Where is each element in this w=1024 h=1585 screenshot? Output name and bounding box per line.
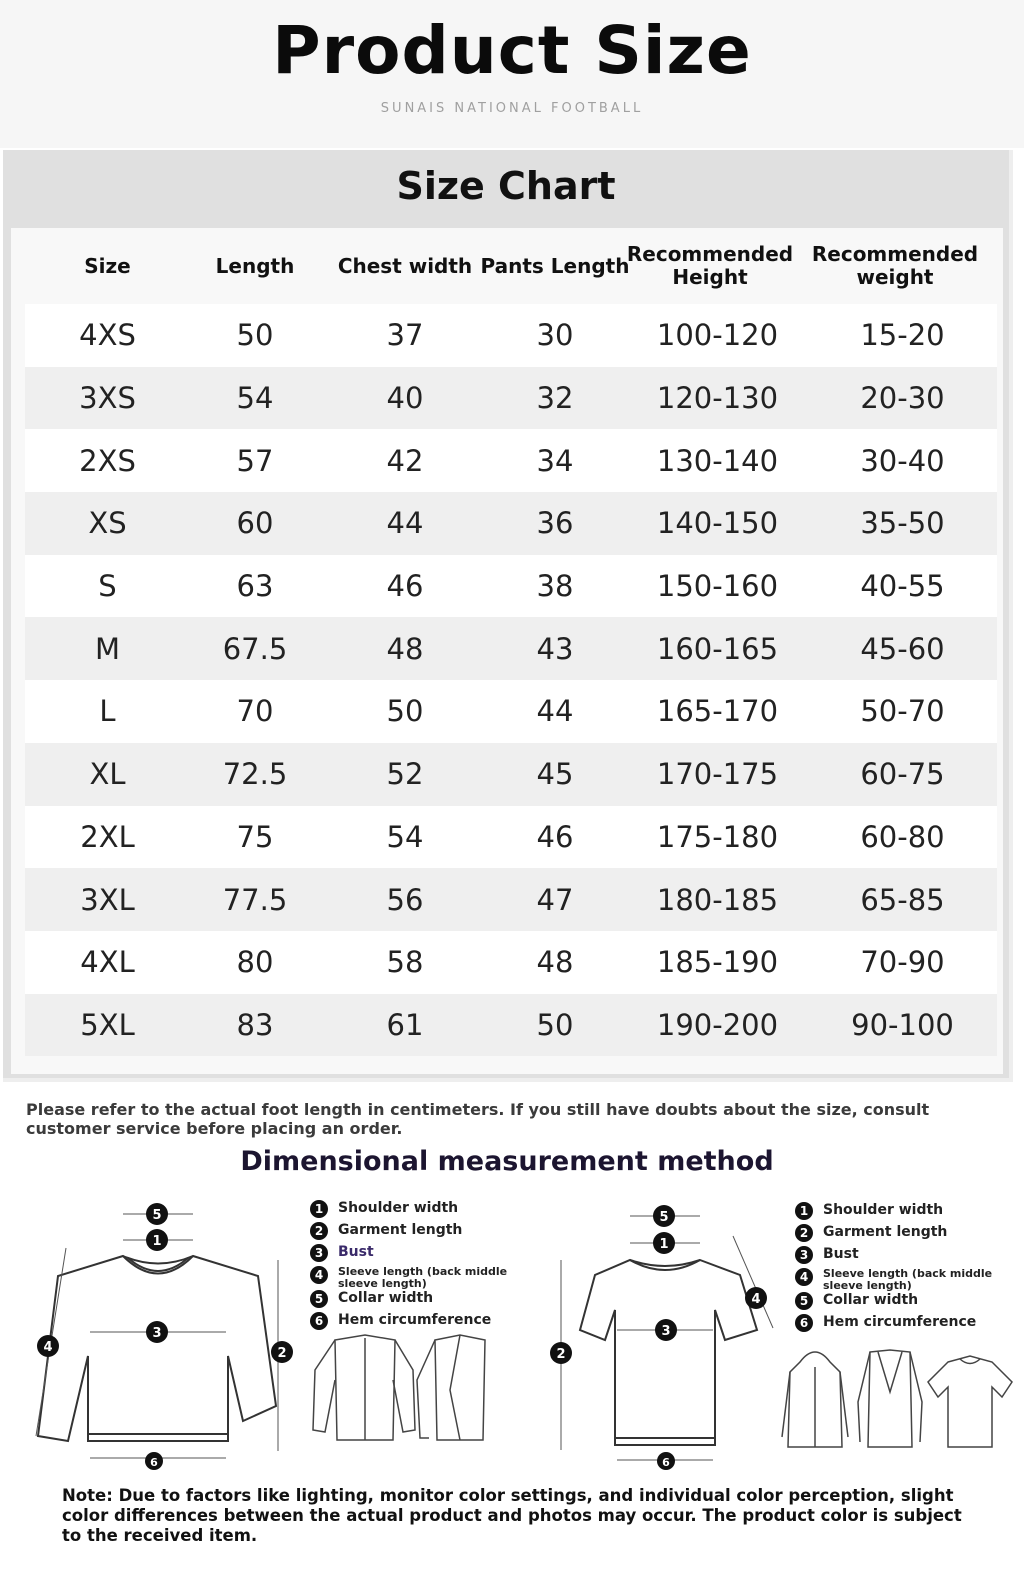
table-cell: 44 xyxy=(536,694,574,729)
table-cell: 60-80 xyxy=(860,819,945,854)
color-note: Note: Due to factors like lighting, monitor color settings, and individual color perception, slight color differences between the actual product and photos may occur. The product color is subject to the received item. xyxy=(62,1486,962,1545)
table-cell: 160-165 xyxy=(656,631,779,666)
measurement-title: Dimensional measurement method xyxy=(240,1146,774,1177)
legend-item xyxy=(310,1222,530,1244)
size-chart-body xyxy=(25,304,997,1056)
svg-text:2: 2 xyxy=(556,1347,566,1362)
legend-label: Sleeve length (back middle sleeve length) xyxy=(823,1267,993,1292)
table-cell: 15-20 xyxy=(860,318,945,353)
table-cell: 2XL xyxy=(80,819,135,854)
table-row xyxy=(25,868,997,931)
table-cell: 60-75 xyxy=(860,757,945,792)
table-cell: 54 xyxy=(236,381,274,416)
legend-number: 2 xyxy=(795,1224,813,1242)
table-cell: XL xyxy=(89,757,126,792)
table-cell: 42 xyxy=(386,443,424,478)
table-cell: 61 xyxy=(386,1007,424,1042)
size-chart-table xyxy=(11,228,1003,1074)
marker-3: 3 xyxy=(152,1326,162,1341)
table-cell: 35-50 xyxy=(860,506,945,541)
table-cell: 100-120 xyxy=(656,318,779,353)
table-cell: 120-130 xyxy=(656,381,779,416)
table-cell: 175-180 xyxy=(656,819,779,854)
table-cell: 5XL xyxy=(80,1007,135,1042)
table-cell: 43 xyxy=(536,631,574,666)
table-cell: 58 xyxy=(386,945,424,980)
legend-number: 5 xyxy=(310,1290,328,1308)
table-cell: 40 xyxy=(386,381,424,416)
table-cell: XS xyxy=(88,506,127,541)
table-row xyxy=(25,555,997,618)
marker-2: 2 xyxy=(277,1346,287,1361)
legend-item xyxy=(795,1246,1005,1268)
table-cell: 170-175 xyxy=(656,757,779,792)
table-cell: 38 xyxy=(536,569,574,604)
legend-number: 2 xyxy=(310,1222,328,1240)
table-cell: 4XL xyxy=(80,945,135,980)
garment-icons-right xyxy=(780,1342,1016,1454)
legend-label: Bust xyxy=(338,1244,374,1260)
table-cell: 72.5 xyxy=(222,757,288,792)
table-cell: 63 xyxy=(236,569,274,604)
legend-label: Shoulder width xyxy=(338,1200,459,1216)
table-cell: 65-85 xyxy=(860,882,945,917)
legend-number: 6 xyxy=(795,1314,813,1332)
marker-1: 1 xyxy=(152,1234,162,1249)
header-pants-length: Pants Length xyxy=(480,253,630,278)
table-cell: 77.5 xyxy=(222,882,288,917)
legend-label: Bust xyxy=(823,1246,859,1262)
measurement-legend-right xyxy=(795,1202,1005,1336)
legend-number: 3 xyxy=(310,1244,328,1262)
table-cell: 34 xyxy=(536,443,574,478)
table-cell: 4XS xyxy=(79,318,136,353)
legend-label: Sleeve length (back middle sleeve length) xyxy=(338,1265,508,1290)
table-cell: 185-190 xyxy=(656,945,779,980)
svg-text:6: 6 xyxy=(662,1456,670,1469)
legend-number: 6 xyxy=(310,1312,328,1330)
table-cell: 150-160 xyxy=(656,569,779,604)
table-cell: 130-140 xyxy=(656,443,779,478)
legend-label: Collar width xyxy=(338,1290,434,1306)
table-cell: 36 xyxy=(536,506,574,541)
table-cell: 90-100 xyxy=(851,1007,954,1042)
legend-label: Garment length xyxy=(338,1222,463,1238)
table-cell: 32 xyxy=(536,381,574,416)
measurement-legend-left xyxy=(310,1200,530,1334)
size-note: Please refer to the actual foot length in centimeters. If you still have doubts about the size, consult customer service before placing an order. xyxy=(26,1100,930,1138)
size-chart-header-row xyxy=(25,228,997,304)
legend-item xyxy=(795,1202,1005,1224)
table-row xyxy=(25,680,997,743)
table-cell: 52 xyxy=(386,757,424,792)
legend-item xyxy=(310,1266,530,1290)
table-cell: 70-90 xyxy=(860,945,945,980)
table-cell: 50 xyxy=(536,1007,574,1042)
marker-6: 6 xyxy=(150,1456,158,1469)
legend-number: 1 xyxy=(310,1200,328,1218)
header-chest-width: Chest width xyxy=(337,253,473,278)
page-title: Product Size xyxy=(272,12,752,89)
legend-label: Hem circumference xyxy=(823,1314,977,1330)
table-row xyxy=(25,492,997,555)
table-cell: 46 xyxy=(536,819,574,854)
table-cell: 140-150 xyxy=(656,506,779,541)
table-cell: 30 xyxy=(536,318,574,353)
legend-number: 3 xyxy=(795,1246,813,1264)
legend-item xyxy=(795,1224,1005,1246)
header-length: Length xyxy=(215,253,295,278)
table-cell: 54 xyxy=(386,819,424,854)
legend-label: Hem circumference xyxy=(338,1312,492,1328)
table-row xyxy=(25,304,997,367)
table-cell: 50-70 xyxy=(860,694,945,729)
legend-label: Collar width xyxy=(823,1292,919,1308)
table-row xyxy=(25,806,997,869)
table-cell: 45-60 xyxy=(860,631,945,666)
header-size: Size xyxy=(84,253,131,278)
legend-number: 4 xyxy=(310,1266,328,1284)
table-cell: 37 xyxy=(386,318,424,353)
table-cell: 190-200 xyxy=(656,1007,779,1042)
table-cell: L xyxy=(99,694,116,729)
table-cell: M xyxy=(94,631,121,666)
table-cell: 40-55 xyxy=(860,569,945,604)
table-cell: 3XS xyxy=(79,381,136,416)
table-cell: 48 xyxy=(536,945,574,980)
table-cell: 45 xyxy=(536,757,574,792)
legend-item xyxy=(310,1244,530,1266)
svg-text:5: 5 xyxy=(659,1210,669,1225)
table-row xyxy=(25,743,997,806)
legend-number: 1 xyxy=(795,1202,813,1220)
table-cell: 56 xyxy=(386,882,424,917)
svg-text:1: 1 xyxy=(659,1237,669,1252)
table-row xyxy=(25,931,997,994)
table-cell: 47 xyxy=(536,882,574,917)
table-cell: S xyxy=(98,569,117,604)
table-cell: 70 xyxy=(236,694,274,729)
table-cell: 50 xyxy=(236,318,274,353)
marker-4: 4 xyxy=(43,1340,53,1355)
page-header xyxy=(0,0,1024,148)
size-chart-panel xyxy=(3,150,1013,1082)
tshirt-diagram xyxy=(545,1200,785,1475)
legend-item xyxy=(310,1290,530,1312)
jacket-icons-left xyxy=(305,1330,495,1450)
legend-number: 5 xyxy=(795,1292,813,1310)
header-recommended-height: Recommended Height xyxy=(626,242,794,289)
table-cell: 30-40 xyxy=(860,443,945,478)
legend-number: 4 xyxy=(795,1268,813,1286)
table-cell: 67.5 xyxy=(222,631,288,666)
svg-text:3: 3 xyxy=(661,1324,671,1339)
table-cell: 83 xyxy=(236,1007,274,1042)
sweatshirt-diagram xyxy=(28,1196,308,1476)
legend-label: Garment length xyxy=(823,1224,948,1240)
table-cell: 180-185 xyxy=(656,882,779,917)
table-row xyxy=(25,367,997,430)
legend-label: Shoulder width xyxy=(823,1202,944,1218)
legend-item xyxy=(795,1314,1005,1336)
table-cell: 48 xyxy=(386,631,424,666)
table-cell: 2XS xyxy=(79,443,136,478)
svg-text:4: 4 xyxy=(751,1292,761,1307)
header-recommended-weight: Recommended weight xyxy=(811,242,979,289)
table-cell: 60 xyxy=(236,506,274,541)
legend-item xyxy=(795,1268,1005,1292)
table-cell: 75 xyxy=(236,819,274,854)
table-cell: 3XL xyxy=(80,882,135,917)
marker-5: 5 xyxy=(152,1208,162,1223)
legend-item xyxy=(795,1292,1005,1314)
legend-item xyxy=(310,1200,530,1222)
page-subtitle: SUNAIS NATIONAL FOOTBALL xyxy=(380,101,644,116)
table-cell: 80 xyxy=(236,945,274,980)
table-cell: 20-30 xyxy=(860,381,945,416)
table-row xyxy=(25,617,997,680)
table-cell: 165-170 xyxy=(656,694,779,729)
table-cell: 46 xyxy=(386,569,424,604)
table-row xyxy=(25,994,997,1057)
table-cell: 57 xyxy=(236,443,274,478)
table-row xyxy=(25,429,997,492)
table-cell: 44 xyxy=(386,506,424,541)
table-cell: 50 xyxy=(386,694,424,729)
size-chart-title: Size Chart xyxy=(396,164,616,208)
